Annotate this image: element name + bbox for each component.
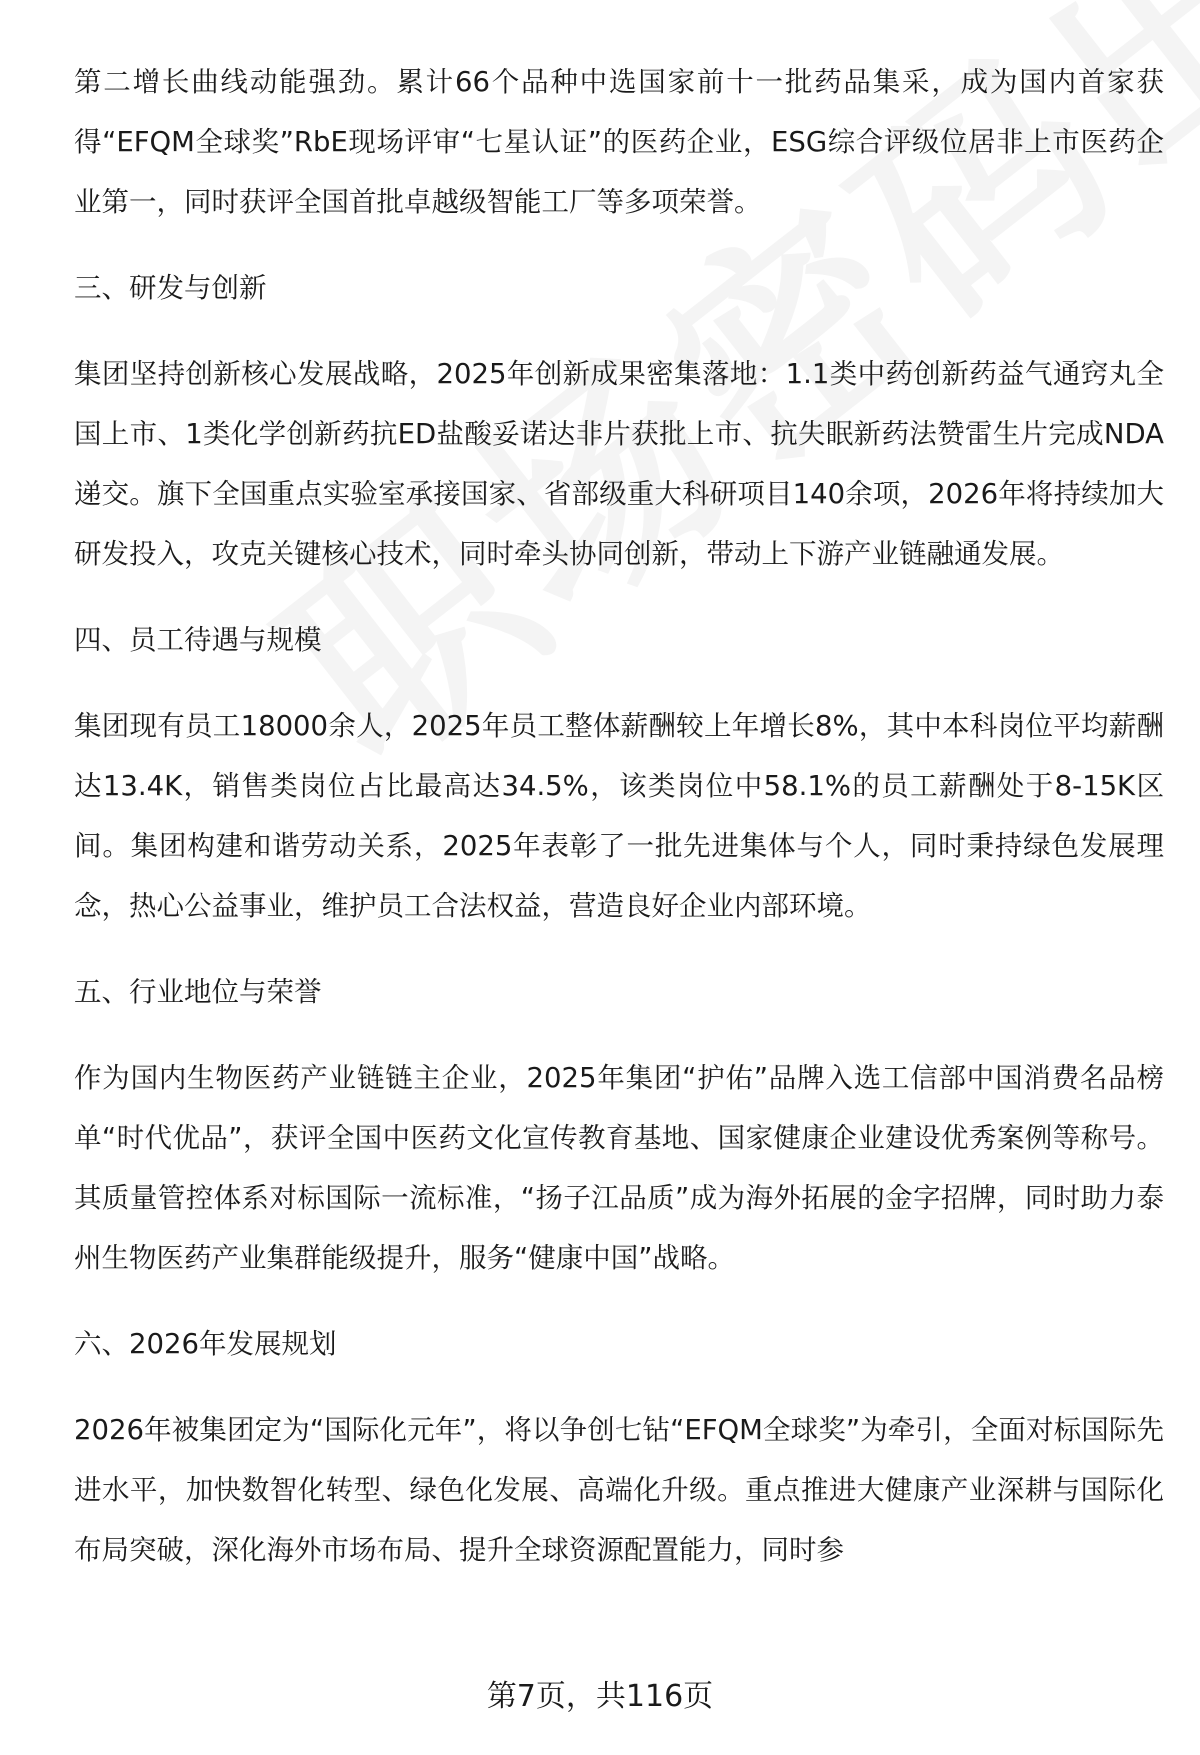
heading-industry: 五、行业地位与荣誉 [74, 976, 322, 1008]
paragraph-staff: 集团现有员工18000余人，2025年员工整体薪酬较上年增长8%，其中本科岗位平均薪酬达13.4K，销售类岗位占比最高达34.5%，该类岗位中58.1%的员工薪酬处于8-15K区间。集团构建和谐劳动关系，2025年表彰了一批先进集体与个人，同时秉持绿色发展理念，热心公益事业，维护员工合法权益，营造良好企业内部环境。 [74, 710, 1164, 922]
paragraph-plan: 2026年被集团定为“国际化元年”，将以争创七钻“EFQM全球奖”为牵引，全面对标国际先进水平，加快数智化转型、绿色化发展、高端化升级。重点推进大健康产业深耕与国际化布局突破，深化海外市场布局、提升全球资源配置能力，同时参 [74, 1414, 1164, 1566]
heading-staff: 四、员工待遇与规模 [74, 624, 322, 656]
heading-rnd: 三、研发与创新 [74, 272, 267, 304]
paragraph-rnd: 集团坚持创新核心发展战略，2025年创新成果密集落地：1.1类中药创新药益气通窍丸全国上市、1类化学创新药抗ED盐酸妥诺达非片获批上市、抗失眠新药法赞雷生片完成NDA递交。旗下全国重点实验室承接国家、省部级重大科研项目140余项，2026年将持续加大研发投入，攻克关键核心技术，同时牵头协同创新，带动上下游产业链融通发展。 [74, 358, 1164, 570]
heading-plan: 六、2026年发展规划 [74, 1328, 337, 1360]
paragraph-industry: 作为国内生物医药产业链链主企业，2025年集团“护佑”品牌入选工信部中国消费名品榜单“时代优品”，获评全国中医药文化宣传教育基地、国家健康企业建设优秀案例等称号。其质量管控体系对标国际一流标准，“扬子江品质”成为海外拓展的金字招牌，同时助力泰州生物医药产业集群能级提升，服务“健康中国”战略。 [74, 1062, 1164, 1274]
paragraph-growth: 第二增长曲线动能强劲。累计66个品种中选国家前十一批药品集采，成为国内首家获得“EFQM全球奖”RbE现场评审“七星认证”的医药企业，ESG综合评级位居非上市医药企业第一，同时获评全国首批卓越级智能工厂等多项荣誉。 [74, 66, 1164, 218]
document-body [74, 52, 1164, 1606]
page-number: 第7页，共116页 [486, 1679, 714, 1714]
